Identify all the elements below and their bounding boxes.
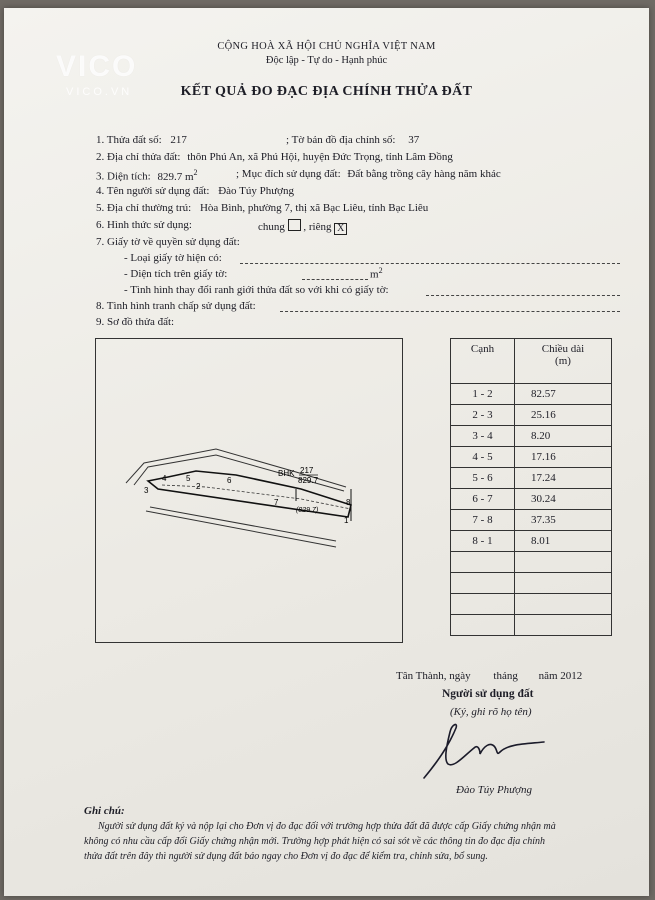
edge-cell [451,552,515,573]
place-date [396,670,582,682]
area-value: 829.7 m [157,170,194,183]
length-cell: 30.24 [515,489,612,510]
parcel-area: 829.7 [298,476,319,485]
document-area-unit [370,266,383,281]
owner-value: Đào Túy Phượng [218,185,294,197]
parcel-outline [148,471,351,517]
edge-cell: 2 - 3 [451,405,515,426]
address-label: 2. Địa chỉ thửa đất: [96,151,181,163]
parcel-number-row [96,134,187,146]
edge-cell: 4 - 5 [451,447,515,468]
table-row [451,615,612,636]
land-use-value: Đất bằng trồng cây hàng năm khác [347,168,501,180]
place-date-text: Tân Thành, ngày [396,670,471,682]
table-row [451,573,612,594]
vertex-label: 6 [227,476,232,485]
owner-label: 4. Tên người sử dụng đất: [96,185,210,197]
edge-length-table [450,338,612,636]
edge-cell: 6 - 7 [451,489,515,510]
length-cell: 37.35 [515,510,612,531]
handwritten-signature [414,720,554,780]
private-option-label: , riêng [303,221,332,233]
map-sheet-row [286,134,419,146]
table-row [451,594,612,615]
edge-column-header: Cạnh [451,339,515,384]
area-unit-sup: 2 [193,168,198,177]
vertex-label: 2 [196,482,201,491]
parcel-diagram [95,338,403,643]
edge-cell: 1 - 2 [451,384,515,405]
table-row [451,531,612,552]
residence-label: 5. Địa chỉ thường trú: [96,202,192,214]
signer-name: Đào Túy Phượng [456,784,533,796]
table-row [451,384,612,405]
edge-cell [451,594,515,615]
table-row [451,552,612,573]
edge-cell: 7 - 8 [451,510,515,531]
document-type-label: - Loại giấy tờ hiện có: [124,252,222,264]
map-sheet-label: ; Tờ bản đồ địa chính số: [286,134,396,146]
land-use-label: ; Mục đích sử dụng đất: [236,168,341,180]
length-cell: 8.20 [515,426,612,447]
owner-row [96,185,294,197]
country-header: CỘNG HOÀ XÃ HỘI CHỦ NGHĨA VIỆT NAM [217,41,436,52]
parcel-code: BHK [278,469,295,478]
table-row [451,468,612,489]
land-use-row [236,168,501,180]
area-row [96,168,198,183]
parcel-number-label: 1. Thửa đất số: [96,134,162,146]
address-value: thôn Phú An, xã Phú Hội, huyện Đức Trọng, tỉnh Lâm Đồng [187,151,453,163]
address-row [96,151,453,163]
document-sheet [4,8,649,896]
document-area-unit-text: m [370,268,379,281]
vertex-label: 4 [162,474,167,483]
motto: Độc lập - Tự do - Hạnh phúc [265,55,388,66]
edge-cell [451,615,515,636]
dispute-dashline [280,311,620,312]
shared-checkbox [288,219,301,231]
table-row [451,426,612,447]
length-cell: 17.16 [515,447,612,468]
vertex-label: 5 [186,474,191,483]
document-area-label: - Diện tích trên giấy tờ: [124,268,228,280]
table-header-row [451,339,612,384]
parcel-inner-edge [162,485,351,509]
year-text: năm 2012 [538,670,583,682]
table-row [451,405,612,426]
shared-option-label: chung [258,221,285,233]
length-cell [515,573,612,594]
note-title: Ghi chú: [84,805,125,817]
dispute-label: 8. Tình hình tranh chấp sử dụng đất: [96,300,256,312]
vertex-label: 7 [274,498,279,507]
document-type-dashline [240,263,620,264]
length-column-header: Chiều dài (m) [515,339,612,384]
edge-cell: 8 - 1 [451,531,515,552]
month-text: tháng [493,670,518,682]
table-row [451,447,612,468]
parcel-number-value: 217 [170,134,187,146]
parcel-area-label: (829.7) [296,507,319,514]
parcel-number: 217 [300,466,314,475]
length-cell [515,594,612,615]
length-cell [515,615,612,636]
area-label: 3. Diện tích: [96,170,151,183]
vertex-label: 8 [346,498,351,507]
table-row [451,510,612,531]
vertex-label: 3 [144,486,149,495]
document-area-unit-sup: 2 [378,266,383,275]
document-area-dashline [302,279,368,280]
signer-hint: (Ký, ghi rõ họ tên) [450,706,532,718]
watermark-url: VICO.VN [66,86,133,98]
watermark-logo: VICO [56,50,138,83]
edge-cell [451,573,515,594]
length-cell: 82.57 [515,384,612,405]
use-form-row [96,219,192,231]
edge-cell: 3 - 4 [451,426,515,447]
documents-label: 7. Giấy tờ về quyền sử dụng đất: [96,236,240,248]
boundary-change-dashline [426,295,620,296]
map-sheet-value: 37 [408,134,420,146]
residence-row [96,202,428,214]
road-boundary-lower-2 [146,511,336,547]
residence-value: Hòa Bình, phường 7, thị xã Bạc Liêu, tỉnh Bạc Liêu [199,202,429,214]
private-checkbox: X [334,223,347,235]
use-form-options [258,219,347,235]
edge-cell: 5 - 6 [451,468,515,489]
document-title: KẾT QUẢ ĐO ĐẠC ĐỊA CHÍNH THỬA ĐẤT [180,84,473,99]
boundary-change-label: - Tình hình thay đổi ranh giới thửa đất so với khi có giấy tờ: [124,284,389,296]
length-cell [515,552,612,573]
length-cell: 17.24 [515,468,612,489]
signer-role: Người sử dụng đất [442,688,534,700]
diagram-label: 9. Sơ đồ thửa đất: [96,316,175,328]
use-form-label: 6. Hình thức sử dụng: [96,219,192,231]
length-cell: 25.16 [515,405,612,426]
note-text: Người sử dụng đất ký và nộp lại cho Đơn vị đo đạc đối với trường hợp thửa đất đã được cấp Giấy chứng nhận mà không có nhu cầu cấp đổi Giấy chứng nhận mới. Trường hợp phát hiện có sai sót về các thông tin đo đạc địa chính thửa đất trên đây thì người sử dụng đất báo ngay cho Đơn vị đo đạc để kiểm tra, chỉnh sửa, bổ sung. [84,821,556,862]
table-row [451,489,612,510]
length-cell: 8.01 [515,531,612,552]
vertex-label: 1 [344,516,349,525]
